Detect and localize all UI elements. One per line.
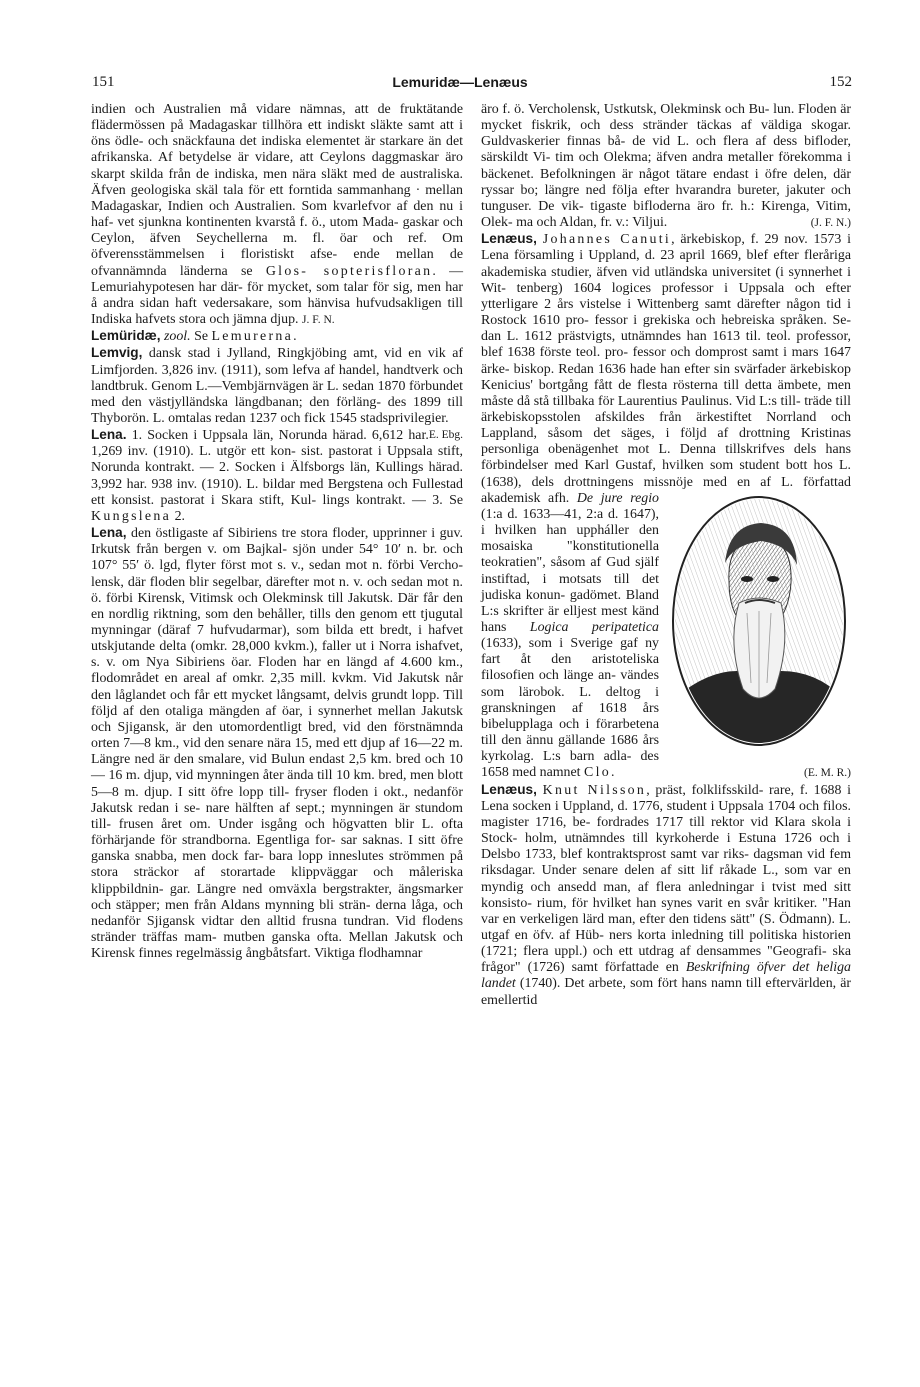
left-column [91,102,463,962]
entry-lena-socken: Lena. 1. Socken i Uppsala län, Norunda härad. 6,612 har. 1,269 inv. (1910). L. utgör ett kon- sist. pastorat i Uppsala stift, Norunda kontrakt. — 2. Socken i Älfsborgs län, Kullings härad. 3,992 har. 938 inv. (1910). L. bildar med Bergstena och Fullestad ett konsist. pastorat i Skara stift, Kul- lings kontrakt. — 3. Se Kungslena 2. [91,427,463,524]
entry-lenaeus-johannes: Lenæus, Johannes Canuti, ärkebiskop, f. 29 nov. 1573 i Lena församling i Uppland, d. 23 april 1669, blef efter fleråriga akademiska studier, äfven vid utländska universitet (i synnerhet i Wit- tenberg) 1604 logices professor i Uppsala och efter ytterligare 2 års vistelse i Wittenberg samt därefter någon tid i Rostock 1610 pro- fessor i grekiska och hebreiska språken. Se- dan L. 1612 prästvigts, utnämndes han 1613 til. teol. professor, blef 1638 förste teol. pro- fessor och domprost samt i mars 1647 ärke- biskop. Redan 1636 hade han efter sin svärfader ärkebiskop Kenicius' bortgång fått de flesta rösterna till detta ämbete, men måste då stå tillbaka för Laurentius Paulinus. Vid L:s till- träde till ärkebiskopsstolen afskildes från ärkestiftet Norrland och Lappland, såsom det säges, i följd af drottning Kristinas personliga obenägenhet mot L. Denna tillskrifves dels hans förbindelser med Karl Gustaf, hvilken som student bott hos L. (1638), dels drottningens missnöje med en af L. författad akademisk afh. De jure regio (1:a d. 1633—41, 2:a d. 1647), i hvilken han uppháller den mosaiska "konstitutionella teokratien", såsom af Gud själf instiftad, i motsats till det judiska konun- gadömet. Bland L:s skrifter är elljest mest känd hans Logica peripatetica (1633), som i Sverige gaf ny fart åt den aristoteliska filosofien och länge an- vändes som lärobok. L. deltog i granskningen af 1618 års bibelupplaga och i förarbetena till den ännu gällande 1686 års kyrkolag. L:s barn adla- des 1658 med namnet Clo. (E. M. R.) [481,231,852,781]
headword: Lemüridæ, [91,328,161,344]
page-number-left: 151 [92,74,115,90]
page-number-right: 152 [829,74,852,90]
portrait-icon [667,493,851,755]
author-signature: E. Ebg. [428,429,463,442]
author-signature: (J. F. N.) [810,217,851,230]
author-signature: J. F. N. [302,314,335,327]
cross-reference: Lemurerna [211,329,294,345]
headword: Lenæus, [481,231,537,247]
headword: Lenæus, [481,781,537,797]
cross-reference: Glos- sopterisfloran [265,263,433,279]
entry-lemuridae: Lemüridæ, zool. Se Lemurerna. [91,328,297,345]
headword: Lemvig, [91,345,143,361]
entry-lena-flod-cont: äro f. ö. Vercholensk, Ustkutsk, Olekminsk och Bu- lun. Floden är mycket fiskrik, och dess stränder täckas af väldiga skogar. Guldvaskerier finnas bå- de vid L. och flera af dess bifloder, särskildt Vi- tim och Olekma; äfven andra metaller förekomma i bäckenet. Befolkningen är något tätare endast i öfre delen, där ryssar bo; längre ned följa efter hvarandra bureter, jakuter och tunguser. De vik- tigaste bifloderna äro fr. h.: Kirenga, Vitim, Olek- ma och Aldan, fr. v.: Viljui. (J. F. N.) [481,102,851,231]
entry-lena-flod: Lena, den östligaste af Sibiriens tre stora floder, upprinner i guv. Irkutsk från bergen v. om Bajkal- sjön under 54° 10′ n. br. och 107° 55′ ö. lgd, flyter först mot s. v., sedan mot n. förbi Vercho- lensk, där floden blir segelbar, därefter mot n. v. och sedan mot n. ö. förbi Kirensk, Vitimsk och Olekminsk till Jakutsk. Där får den en nordlig riktning, som den behåller, tills den genom ett tjugutal mynningar (däraf 7 hufvudarmar), som bilda ett bredt, i hafvet utskjutande delta (omkr. 28,000 kvkm.), faller ut i Norra ishafvet, s. v. om Nya Sibiriens öar. Floden har en längd af 4.600 km., flodområdet en areal af omkr. 2,35 mill. kvkm. Vid Jakutsk når den låglandet och får ett mycket långsamt, delvis grundt lopp. Till följd af den otaliga mängden af öar, i synnerhet mellan Jakutsk och Sjigansk, är den utomordentligt bred, vid den förstnämnda orten 7—8 km., vid den senare nära 15, med ett djup af 16—22 m. Längre ned är den smalare, vid Bulun endast 2,5 km. bred och 10— 16 m. djup, vid mynningen åter ända till 10 km. bred, men blott 5—8 m. djup. I sitt öfre lopp till- fryser floden i okt., nedanför Jakutsk redan i se- nare hälften af sept.; mynningen är stundom till- frusen året om. Under isgång och högvatten blir L. ofta förhärjande för strandborna. Egentliga for- sar saknas. I sitt öfre ganska snabba, men dock far- bara lopp inneslutes strömmen på stora sträckor af storartade klippväggar och måleriska klippbildnin- gar. Längre ned omväxla bergstrakter, ängsmarker och stäpper; men från Aldans mynning bli strän- derna låga, och nedanför Sjigansk vidtar den alltid frusna tundran. Vid flodens stränder träffas mam- mutben ganska ofta. Mellan Jakutsk och Kirensk finnes regelmässig ångbåtsfart. Viktiga flodhamnar [91,525,463,962]
person-name: Knut Nilsson [542,782,647,798]
cross-reference: Kungslena [91,508,172,524]
person-name: Clo [584,765,611,781]
entry-lenaeus-knut: Lenæus, Knut Nilsson, präst, folklifsskild- rare, f. 1688 i Lena socken i Uppland, d. 1776, student i Uppsala 1704 och filos. magister 1716, be- fordrades 1717 till rektor vid Klara skola i Stock- holm, utnämndes till kyrkoherde i Estuna 1726 och i Delsbo 1733, blef kontraktsprost samt var riks- dagsman vid fem riksdagar. Under senare delen af sitt lif råkade L., som var en myndig och ansedd man, af flera anledningar i tvist med sitt konsisto- rium, för hvilket han synes varit en svår kritiker. "Han var en verkeligen lärd man, efter den tidens sätt" (S. Ödmann). L. utgaf en öfv. af Hüb- ners korta inledning till politiska historien (1721; flera uppl.) och ett utdrag af densammes "Geografi- ska frågor" (1726) samt författade en Beskrifning öfver det heliga landet (1740). Det arbete, som fört hans namn till eftervärlden, är emellertid [481,781,851,1008]
page-header [0,74,920,96]
author-signature: (E. M. R.) [804,767,851,780]
headword: Lena. [91,427,127,443]
person-name: Johannes Canuti [542,232,672,248]
running-title: Lemuridæ—Lenæus [392,74,528,90]
headword: Lena, [91,525,127,541]
entry-continuation: indien och Australien må vidare nämnas, att de fruktätande flädermössen på Madagaskar tillhöra ett indiskt släkte samt att i öns ödle- och snäckfauna det indiska elementet är starkare än det afrikanska. Af betydelse är vidare, att Ceylons daggmaskar äro skarpt skilda från de indiska, men nära släkt med de australiska. Äfven geologiska skäl tala för ett forntida sammanhang · mellan Madagaskar, Indien och Australien. Som kvarlefvor af den nu i haf- vet sjunkna kontinenten kvarstå f. ö., utom Mada- gaskar och Ceylon, äfven Seychellerna m. fl. öar och ref. Om öfverensstämmelsen i floristiskt afse- ende mellan de ofvannämnda länderna se Glos- sopterisfloran. — Lemuriahypotesen har där- för mycket, som talar för sig, men har å andra sidan haft vedersakare, som hänvisa hufvudsakligen till Indiska hafvets stora och jämna djup. J. F. N. [91,102,464,328]
portrait-engraving [667,493,851,755]
entry-lemvig: Lemvig, dansk stad i Jylland, Ringkjöbing amt, vid en vik af Limfjorden. 3,826 inv. (1911), som lefva af handel, handtverk och landtbruk. Genom L.—Vembjärnvägen är L. sedan 1870 förbundet med den västjylländska längdbanan; den förläng- des 1899 till Thyborön. L. omtalas redan 1237 och fick 1545 stadsprivilegier. E. Ebg. [91,345,463,427]
right-column [481,102,851,1009]
